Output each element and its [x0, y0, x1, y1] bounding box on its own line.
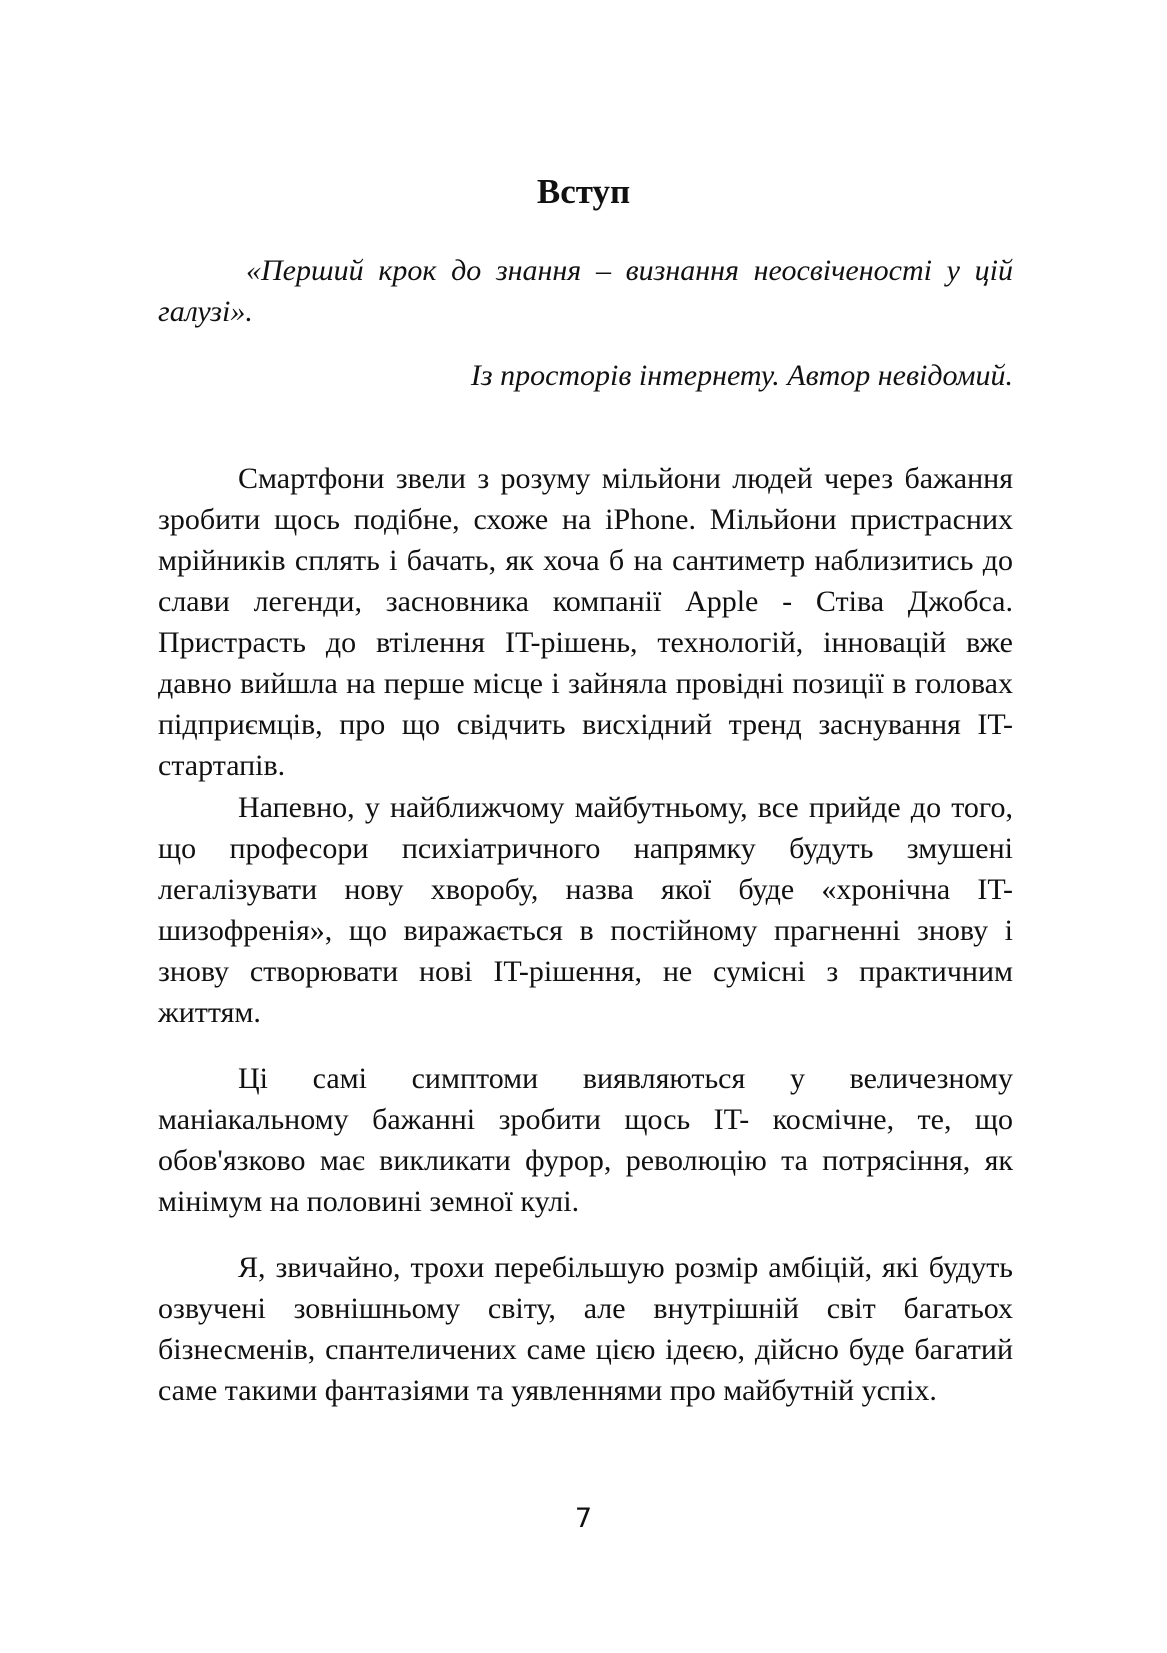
chapter-title: Вступ: [536, 172, 631, 211]
epigraph-quote: «Перший крок до знання – визнання неосвіченості у цій галузі».: [158, 254, 1013, 328]
body-paragraph-2: Напевно, у найближчому майбутньому, все прийде до того, що професори психіатричного напрямку будуть змушені легалізувати нову хворобу, назва якої буде «хронічна IT-шизофренія», що виражається в постійному прагненні знову і знову створювати нові IT-рішення, не сумісні з практичним життям.: [158, 791, 1013, 1029]
body-paragraph-4: Я, звичайно, трохи перебільшую розмір амбіцій, які будуть озвучені зовнішньому світу, але внутрішній світ багатьох бізнесменів, спантеличених саме цією ідеєю, дійсно буде багатий саме такими фантазіями та уявленнями про майбутній успіх.: [158, 1251, 1013, 1407]
page-number: 7: [574, 1503, 593, 1534]
body-paragraph-1: Смартфони звели з розуму мільйони людей через бажання зробити щось подібне, схоже на iPhone. Мільйони пристрасних мрійників сплять і бачать, як хоча б на сантиметр наблизитись до слави легенди, засновника компанії Apple - Стіва Джобса. Пристрасть до втілення IT-рішень, технологій, інновацій вже давно вийшла на перше місце і зайняла провідні позиції в головах підприємців, про що свідчить висхідний тренд заснування IT- стартапів.: [158, 462, 1013, 782]
body-paragraph-3: Ці самі симптоми виявляються у величезному маніакальному бажанні зробити щось IT- космічне, те, що обов'язково має викликати фурор, революцію та потрясіння, як мінімум на половині земної кулі.: [158, 1062, 1013, 1218]
epigraph-attribution: Із просторів інтернету. Автор невідомий.: [470, 359, 1013, 392]
